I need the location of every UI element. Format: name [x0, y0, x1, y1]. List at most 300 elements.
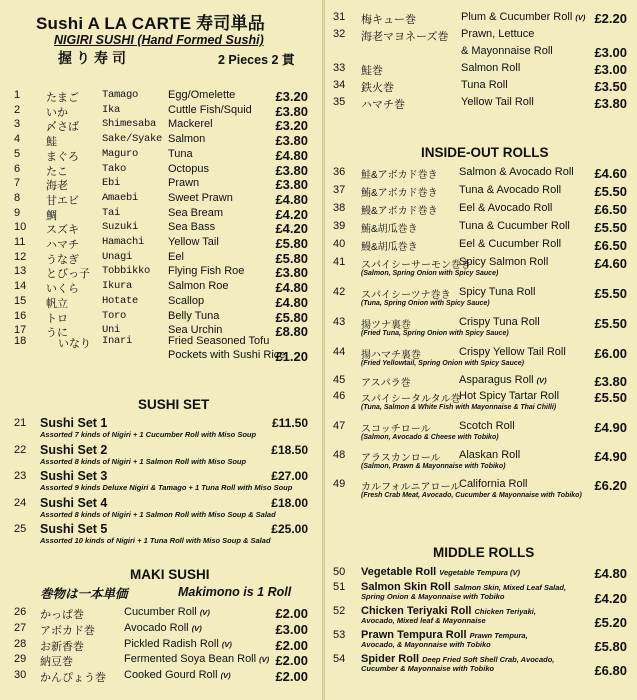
- item-english: Sea Urchin: [168, 324, 223, 337]
- nigiri-row: [0, 295, 322, 311]
- item-english: [459, 166, 574, 178]
- item-number: 54: [333, 653, 346, 665]
- item-jp: 海老マヨネーズ巻: [361, 31, 449, 43]
- item-number: 32: [333, 28, 346, 40]
- sushi-set-row: [0, 443, 322, 469]
- item-jp: トロ: [46, 312, 68, 325]
- item-number: 39: [333, 220, 346, 232]
- item-number: 44: [333, 346, 346, 358]
- item-number: 53: [333, 629, 346, 641]
- item-number: 1: [14, 89, 21, 101]
- set-name: Sushi Set 1: [40, 416, 108, 430]
- roll-name-label: Vegetable Roll: [361, 566, 437, 578]
- item-english-label: Yellow Tail Roll: [461, 96, 534, 108]
- item-jp: いなり: [58, 338, 91, 350]
- roll-name-label: Spider Roll: [361, 653, 420, 665]
- item-english: [461, 28, 534, 40]
- item-romaji: Hamachi: [102, 236, 145, 248]
- item-english-label: Avocado Roll: [124, 621, 189, 634]
- item-price: £5.50: [594, 316, 627, 331]
- nigiri-row: [0, 192, 322, 208]
- item-jp: いか: [46, 106, 68, 119]
- item-price: £2.00: [275, 669, 308, 685]
- item-english: [124, 606, 210, 618]
- item-number: 38: [333, 202, 346, 214]
- item-price: £2.00: [275, 653, 308, 669]
- maki-row-2: [325, 45, 637, 61]
- roll-inline-description: Chicken Teriyaki,: [474, 607, 536, 616]
- item-price: £5.80: [594, 639, 627, 654]
- sushi-set-row: [0, 469, 322, 495]
- item-jp: かんぴょう巻: [40, 672, 106, 685]
- vegetarian-mark: (V): [220, 671, 231, 681]
- sushi-set-heading: SUSHI SET: [138, 397, 210, 412]
- nigiri-row: [0, 133, 322, 149]
- roll-inline-description: Deep Fried Soft Shell Crab, Avocado,: [422, 655, 555, 664]
- item-english-label: Crispy Yellow Tail Roll: [459, 346, 566, 358]
- item-price: £5.50: [594, 286, 627, 301]
- item-jp: まぐろ: [46, 150, 79, 163]
- item-jp: ハマチ巻: [361, 99, 405, 111]
- item-number: 36: [333, 166, 346, 178]
- item-english-label: Pickled Radish Roll: [124, 637, 219, 650]
- item-number: 14: [14, 280, 27, 293]
- item-number: 31: [333, 11, 346, 23]
- item-english-label: Asparagus Roll: [459, 374, 534, 386]
- item-price: £3.80: [594, 96, 627, 111]
- item-number: 21: [14, 417, 27, 429]
- sushi-set-row: [0, 416, 322, 442]
- maki-row: [325, 79, 637, 95]
- nigiri-row: [0, 265, 322, 281]
- maki-row: [0, 622, 322, 638]
- item-number: 25: [14, 523, 27, 535]
- item-number: 45: [333, 374, 346, 386]
- maki-row: [325, 62, 637, 78]
- item-jp: 鉄火巻: [361, 82, 394, 94]
- item-english-label: Scotch Roll: [459, 420, 515, 432]
- item-jp: かっぱ巻: [40, 609, 84, 621]
- item-english: Salmon Roe: [168, 280, 229, 293]
- item-english: [459, 420, 515, 432]
- nigiri-row: [0, 236, 322, 252]
- item-english: [459, 184, 561, 196]
- item-price: £4.20: [275, 221, 308, 237]
- item-english-label: Eel & Avocado Roll: [459, 202, 553, 214]
- inside-out-heading: INSIDE-OUT ROLLS: [421, 145, 549, 160]
- item-number: 11: [14, 236, 26, 248]
- item-english-label: Eel & Cucumber Roll: [459, 238, 562, 250]
- maki-en-label: Makimono is 1 Roll: [178, 585, 292, 599]
- sushi-set-row: [0, 522, 322, 548]
- item-number: 40: [333, 238, 346, 250]
- item-price: £27.00: [271, 469, 308, 483]
- item-romaji: Inari: [102, 335, 133, 347]
- set-description: Assorted 8 kinds of Nigiri + 1 Salmon Roll with Miso Soup: [40, 456, 247, 466]
- item-price: £3.80: [275, 133, 308, 149]
- sushi-set-row: [0, 496, 322, 522]
- nigiri-row: [0, 163, 322, 179]
- item-price: £4.20: [594, 591, 627, 606]
- item-jp: うに: [46, 327, 68, 340]
- nigiri-heading: NIGIRI SUSHI (Hand Formed Sushi): [54, 33, 264, 47]
- item-price: £4.80: [275, 147, 308, 163]
- item-english: Sweet Prawn: [168, 191, 233, 204]
- middle-roll-row: [325, 566, 637, 582]
- nigiri-row: [0, 177, 322, 193]
- item-price: £3.00: [594, 45, 627, 60]
- item-english: Prawn: [168, 177, 200, 190]
- item-number: 34: [333, 79, 346, 91]
- item-english: Salmon: [168, 133, 206, 146]
- inari-row-2: [0, 349, 322, 365]
- roll-inline-description: Salmon Skin, Mixed Leaf Salad,: [453, 583, 567, 592]
- item-number: 43: [333, 316, 346, 328]
- item-english: Scallop: [168, 294, 205, 307]
- set-name: Sushi Set 2: [40, 442, 108, 457]
- item-number: 18: [14, 335, 27, 347]
- item-number: 12: [14, 250, 27, 263]
- item-price: £5.50: [594, 390, 627, 405]
- set-description: Assorted 8 kinds of Nigiri + 1 Salmon Roll with Miso Soup & Salad: [40, 509, 276, 519]
- item-price: £6.20: [594, 478, 627, 493]
- item-number: 33: [333, 62, 346, 74]
- roll-description-line2: Avocado, Mixed leaf & Mayonnaise: [361, 616, 486, 625]
- item-english-label: Salmon Roll: [461, 62, 521, 74]
- item-english-label: Salmon & Avocado Roll: [459, 166, 574, 178]
- item-romaji: Uni: [102, 324, 121, 337]
- item-english: Yellow Tail: [168, 236, 219, 248]
- set-name: Sushi Set 4: [40, 495, 108, 510]
- item-jp: 鮭巻: [361, 65, 383, 77]
- item-number: 46: [333, 390, 346, 402]
- item-romaji: Ika: [102, 103, 121, 116]
- pieces-label: 2 Pieces 2 貫: [218, 53, 295, 67]
- item-jp: ハマチ: [46, 239, 79, 251]
- vegetarian-mark: (V): [259, 655, 270, 665]
- item-price: £5.20: [594, 615, 627, 630]
- item-english-line2: & Mayonnaise Roll: [461, 45, 553, 57]
- maki-row: [325, 11, 637, 27]
- item-price: £3.80: [275, 265, 308, 281]
- item-romaji: Tamago: [102, 89, 139, 101]
- item-number: 28: [14, 637, 27, 650]
- roll-name: [361, 566, 520, 578]
- set-description: Assorted 7 kinds of Nigiri + 1 Cucumber Roll with Miso Soup: [40, 430, 257, 439]
- item-number: 9: [14, 206, 21, 219]
- item-english-label: Tuna & Avocado Roll: [459, 184, 562, 196]
- nigiri-row: [0, 221, 322, 237]
- item-price: £25.00: [271, 522, 308, 536]
- item-english-label: Spicy Tuna Roll: [459, 286, 536, 298]
- item-description: (Tuna, Salmon & White Fish with Mayonnaise & Thai Chilli): [361, 404, 557, 411]
- item-romaji: Tako: [102, 162, 127, 175]
- roll-description-line2: Spring Onion & Mayonnaise with Tobiko: [361, 592, 505, 601]
- item-english: [124, 638, 232, 650]
- item-price: £3.80: [275, 103, 308, 119]
- set-description: Assorted 9 kinds Deluxe Nigiri & Tamago + 1 Tuna Roll with Miso Soup: [40, 483, 293, 492]
- item-price: £3.50: [594, 79, 627, 94]
- item-description: (Salmon, Spring Onion with Spicy Sauce): [361, 270, 499, 277]
- vegetarian-mark: (V): [221, 639, 232, 649]
- item-jp: 海老: [46, 180, 68, 193]
- item-price: £2.00: [275, 606, 308, 621]
- item-english: Flying Fish Roe: [168, 265, 245, 278]
- item-jp: たこ: [46, 165, 68, 178]
- item-price: £6.50: [594, 238, 627, 253]
- item-number: 2: [14, 103, 21, 116]
- nigiri-row: [0, 148, 322, 164]
- item-number: 41: [333, 256, 346, 268]
- item-romaji: Suzuki: [102, 221, 139, 234]
- item-romaji: Sake/Syake: [102, 133, 163, 146]
- item-jp: 納豆巻: [40, 656, 73, 669]
- item-romaji: Tai: [102, 206, 121, 219]
- item-number: 13: [14, 265, 27, 278]
- item-english: [461, 96, 534, 108]
- item-price: £5.80: [275, 309, 308, 325]
- nigiri-row: [0, 310, 322, 326]
- item-jp: 鮭: [46, 136, 57, 149]
- item-price: £3.80: [594, 374, 627, 389]
- item-jp: 鰻&アボカド巻き: [361, 206, 438, 217]
- item-number: 23: [14, 470, 27, 482]
- item-number: 15: [14, 294, 27, 307]
- item-jp: 揚ツナ裏巻: [361, 320, 411, 331]
- vegetarian-mark: (V): [536, 376, 547, 385]
- item-number: 10: [14, 221, 27, 234]
- item-english: [461, 11, 585, 23]
- item-english: [461, 62, 520, 74]
- item-english: [459, 374, 547, 386]
- vegetarian-mark: (V): [199, 608, 210, 617]
- set-description: Assorted 10 kinds of Nigiri + 1 Tuna Roll with Miso Soup & Salad: [40, 536, 271, 545]
- item-price: £4.60: [594, 256, 627, 271]
- maki-row: [0, 638, 322, 654]
- item-price: £5.50: [594, 184, 627, 199]
- maki-heading: MAKI SUSHI: [130, 567, 210, 582]
- inside-out-row: [325, 202, 637, 218]
- set-name: Sushi Set 5: [40, 522, 108, 536]
- item-price: £3.00: [275, 621, 308, 637]
- item-number: 8: [14, 191, 21, 204]
- roll-name-label: Chicken Teriyaki Roll: [361, 605, 472, 617]
- item-english: [459, 256, 548, 268]
- item-number: 16: [14, 309, 27, 322]
- item-number: 50: [333, 566, 346, 578]
- item-price: £5.80: [275, 250, 308, 266]
- item-price: £2.20: [594, 11, 627, 26]
- item-english: Egg/Omelette: [168, 89, 236, 101]
- item-english-line2: Pockets with Sushi Rice: [168, 349, 286, 361]
- item-jp: スズキ: [46, 224, 79, 237]
- item-english: [459, 346, 566, 358]
- item-number: 35: [333, 96, 346, 108]
- item-romaji: Tobbikko: [102, 265, 151, 278]
- item-price: £6.00: [594, 346, 627, 361]
- item-price: £3.80: [275, 162, 308, 178]
- item-description: (Fried Tuna, Spring Onion with Spicy Sauce): [361, 330, 509, 337]
- item-english: [459, 202, 552, 214]
- item-jp: 帆立: [46, 297, 68, 310]
- item-english: [124, 653, 269, 665]
- middle-rolls-heading: MIDDLE ROLLS: [433, 545, 535, 560]
- item-number: 17: [14, 324, 27, 337]
- item-english: Sea Bass: [168, 221, 216, 234]
- item-jp: カルフォルニアロール: [361, 482, 461, 493]
- item-number: 3: [14, 118, 21, 131]
- item-english-label: Crispy Tuna Roll: [459, 316, 540, 328]
- item-english: Octopus: [168, 162, 209, 175]
- item-price: £18.50: [271, 442, 308, 457]
- item-jp: 鮪&アボカド巻き: [361, 188, 438, 199]
- item-price: £4.20: [275, 206, 308, 222]
- item-number: 7: [14, 177, 21, 190]
- item-english: [124, 622, 202, 634]
- item-jp: 鮪&胡瓜巻き: [361, 224, 418, 235]
- item-price: £5.50: [594, 220, 627, 235]
- item-english: [459, 316, 540, 328]
- item-romaji: Toro: [102, 309, 127, 322]
- item-jp: スパイシーツナ巻き: [361, 290, 451, 301]
- item-price: £4.60: [594, 166, 627, 181]
- inside-out-row: [325, 166, 637, 182]
- nigiri-row: [0, 104, 322, 120]
- item-english: [459, 238, 561, 250]
- item-jp: たまご: [46, 92, 79, 104]
- item-english: Belly Tuna: [168, 309, 220, 322]
- item-number: 52: [333, 605, 346, 617]
- right-column: [325, 0, 637, 700]
- item-romaji: Shimesaba: [102, 118, 157, 131]
- item-price: £2.00: [275, 637, 308, 653]
- item-price: £3.20: [275, 89, 308, 104]
- item-english-label: Spicy Salmon Roll: [459, 256, 549, 268]
- item-jp: お新香巻: [40, 640, 84, 653]
- item-price: £6.50: [594, 202, 627, 217]
- middle-roll-row-2: [325, 664, 637, 680]
- item-jp: 鮭&アボカド巻き: [361, 170, 438, 181]
- inside-out-row: [325, 184, 637, 200]
- item-number: 22: [14, 443, 27, 456]
- nigiri-row: [0, 251, 322, 267]
- maki-row: [325, 96, 637, 112]
- item-english: Sea Bream: [168, 206, 224, 219]
- roll-description-line2: Avocado, & Mayonnaise with Tobiko: [361, 640, 491, 649]
- item-number: 49: [333, 478, 346, 490]
- item-price: £4.90: [594, 420, 627, 435]
- nigiri-row: [0, 89, 322, 105]
- item-romaji: Amaebi: [102, 191, 139, 204]
- roll-inline-description: Prawn Tempura,: [469, 631, 528, 640]
- item-number: 48: [333, 449, 346, 461]
- item-english-label: Prawn, Lettuce: [461, 28, 535, 40]
- vegetarian-mark: (V): [191, 623, 202, 633]
- item-english-label: Hot Spicy Tartar Roll: [459, 390, 560, 402]
- item-number: 6: [14, 162, 21, 175]
- item-number: 27: [14, 621, 27, 634]
- item-number: 24: [14, 496, 27, 509]
- roll-inline-description: Vegetable Tempura (V): [439, 568, 520, 577]
- item-number: 4: [14, 133, 21, 146]
- item-jp: いくら: [46, 283, 79, 296]
- item-price: £3.00: [594, 62, 627, 77]
- item-jp: 鰻&胡瓜巻き: [361, 242, 418, 253]
- item-english: [461, 79, 508, 91]
- item-number: 26: [14, 606, 27, 618]
- roll-name-label: Prawn Tempura Roll: [361, 629, 467, 641]
- item-price: £4.80: [275, 294, 308, 310]
- item-price: £4.80: [275, 191, 308, 207]
- item-jp: スパイシーサーモン巻き: [361, 260, 471, 271]
- item-price: £3.20: [275, 118, 308, 134]
- item-price: £4.90: [594, 449, 627, 464]
- item-english: Eel: [168, 250, 184, 263]
- item-number: 30: [14, 669, 27, 682]
- item-english-label: California Roll: [459, 478, 528, 490]
- item-english: Cuttle Fish/Squid: [168, 103, 252, 116]
- item-jp: とびっ子: [46, 268, 90, 281]
- item-description: (Fresh Crab Meat, Avocado, Cucumber & Mayonnaise with Tobiko): [361, 492, 582, 499]
- maki-row: [325, 28, 637, 44]
- nigiri-row: [0, 280, 322, 296]
- item-jp: 梅キュー巻: [361, 14, 416, 26]
- menu-title: Sushi A LA CARTE 寿司単品: [36, 14, 265, 33]
- item-description: (Salmon, Avocado & Cheese with Tobiko): [361, 434, 499, 441]
- item-price: £11.50: [271, 416, 308, 430]
- item-description: (Salmon, Prawn & Mayonnaise with Tobiko): [361, 463, 506, 470]
- item-number: 51: [333, 581, 346, 593]
- item-english-label: Alaskan Roll: [459, 449, 521, 461]
- item-price: £4.80: [275, 280, 308, 296]
- item-jp: 揚ハマチ裏巻: [361, 350, 421, 361]
- roll-description-line2: Cucumber & Mayonnaise with Tobiko: [361, 664, 495, 673]
- item-english: [459, 449, 520, 461]
- item-english: Fried Seasoned Tofu: [168, 335, 270, 347]
- item-english-label: Tuna & Cucumber Roll: [459, 220, 570, 232]
- item-price: £18.00: [271, 495, 308, 510]
- item-english-label: Cooked Gourd Roll: [124, 669, 218, 682]
- item-english: Mackerel: [168, 118, 213, 131]
- item-english-label: Plum & Cucumber Roll: [461, 11, 573, 23]
- item-english: [459, 478, 527, 490]
- set-name: Sushi Set 3: [40, 469, 108, 483]
- item-jp: アボカド巻: [40, 624, 95, 637]
- roll-name-label: Salmon Skin Roll: [361, 581, 451, 593]
- maki-row: [0, 653, 322, 669]
- nigiri-row: [0, 207, 322, 223]
- item-number: 37: [333, 184, 346, 196]
- item-price: £5.80: [275, 236, 308, 251]
- item-jp: 甘エビ: [46, 194, 79, 207]
- item-english-label: Fermented Soya Bean Roll: [124, 653, 257, 666]
- item-jp: うなぎ: [46, 253, 79, 266]
- item-jp: 〆さば: [46, 121, 79, 134]
- item-english-label: Tuna Roll: [461, 79, 508, 91]
- item-english: [459, 220, 570, 232]
- item-english-label: Cucumber Roll: [124, 606, 197, 618]
- inside-out-row: [325, 374, 637, 390]
- item-number: 42: [333, 286, 346, 298]
- maki-row: [0, 669, 322, 685]
- item-price: £4.80: [594, 566, 627, 581]
- vegetarian-mark: (V): [575, 13, 586, 22]
- item-romaji: Ikura: [102, 280, 133, 293]
- nigiri-row: [0, 118, 322, 134]
- item-jp: スコッチロール: [361, 424, 431, 435]
- item-number: 47: [333, 420, 346, 432]
- nigiri-jp-heading: 握り寿司: [58, 50, 130, 66]
